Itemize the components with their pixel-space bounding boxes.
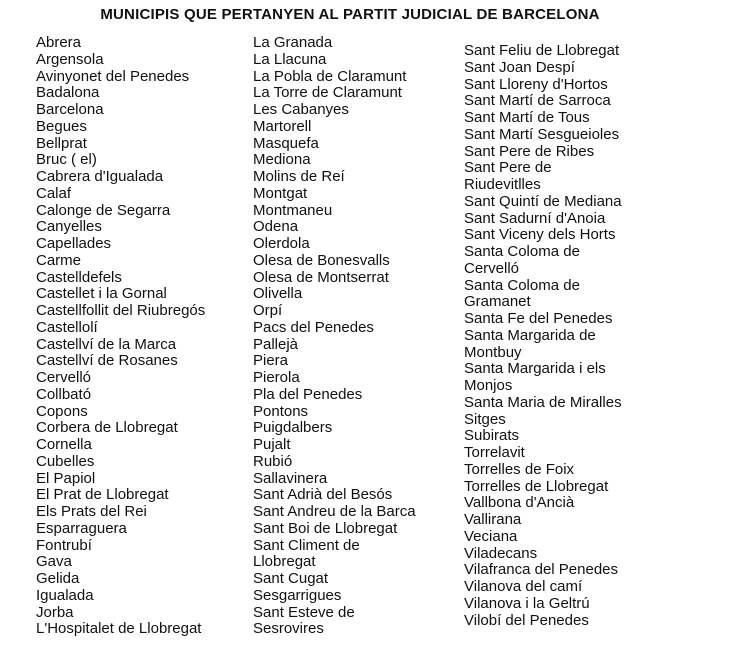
municipality-item: Pla del Penedes xyxy=(253,385,363,403)
municipality-item: Mediona xyxy=(253,151,311,169)
municipality-item: Fontrubí xyxy=(36,536,92,554)
municipality-item: Gramanet xyxy=(464,293,531,311)
municipality-item: Sant Martí de Tous xyxy=(464,109,590,126)
municipality-item: La Llacuna xyxy=(253,50,327,68)
municipality-item: Copons xyxy=(36,402,88,420)
municipality-item: Pacs del Penedes xyxy=(253,318,374,336)
municipality-item: Sant Sadurní d'Anoia xyxy=(464,209,606,227)
municipality-item: Vilanova del camí xyxy=(464,578,583,595)
municipality-item: Sant Joan Despí xyxy=(464,58,575,76)
municipality-item: Barcelona xyxy=(36,101,104,118)
municipality-item: Capellades xyxy=(36,235,112,252)
municipality-item: Rubió xyxy=(253,452,293,470)
municipality-item: Castelldefels xyxy=(36,268,122,286)
municipality-item: Castellfollit del Riubregós xyxy=(36,302,206,319)
municipality-item: Olesa de Bonesvalls xyxy=(253,251,390,269)
municipality-item: Cervelló xyxy=(464,259,520,277)
municipality-item: Sant Climent de xyxy=(253,536,360,554)
municipality-item: Les Cabanyes xyxy=(253,101,349,118)
municipality-item: Olesa de Montserrat xyxy=(253,268,389,286)
municipality-item: Sant Martí Sesgueioles xyxy=(464,125,620,143)
municipality-item: Castellolí xyxy=(36,318,98,336)
municipality-item: Sant Pere de Ribes xyxy=(464,142,595,160)
municipality-item: Sant Andreu de la Barca xyxy=(253,503,416,520)
municipality-item: Begues xyxy=(36,117,87,135)
municipality-item: Calonge de Segarra xyxy=(36,201,171,219)
municipality-item: Sesrovires xyxy=(253,620,324,638)
municipality-item: Corbera de Llobregat xyxy=(36,419,178,437)
municipality-column-3 xyxy=(464,43,622,629)
municipality-item: Gelida xyxy=(36,570,80,587)
municipality-item: Badalona xyxy=(36,84,100,102)
municipality-item: Odena xyxy=(253,218,299,236)
municipality-item: Puigdalbers xyxy=(253,419,333,437)
municipality-item: La Torre de Claramunt xyxy=(253,84,402,102)
municipality-item: Cubelles xyxy=(36,452,95,470)
municipality-item: Castellví de la Marca xyxy=(36,335,177,353)
municipality-item: Sant Pere de xyxy=(464,159,552,177)
municipality-item: Santa Coloma de xyxy=(464,276,580,294)
municipality-item: Masquefa xyxy=(253,134,319,152)
municipality-item: Jorba xyxy=(36,603,74,621)
municipality-item: Santa Fe del Penedes xyxy=(464,310,613,327)
municipality-item: Vallbona d'Ancià xyxy=(464,494,575,512)
municipality-item: Castellví de Rosanes xyxy=(36,352,178,370)
municipality-item: Pallejà xyxy=(253,335,299,353)
municipality-item: Carme xyxy=(36,251,82,269)
municipality-item: Els Prats del Rei xyxy=(36,503,147,520)
municipality-item: Torrelles de Foix xyxy=(464,460,575,478)
municipality-item: Veciana xyxy=(464,527,518,545)
municipality-item: Cervelló xyxy=(36,369,92,386)
municipality-item: Piera xyxy=(253,352,289,370)
municipality-item: Sallavinera xyxy=(253,469,328,487)
municipality-item: Sant Feliu de Llobregat xyxy=(464,42,620,59)
page-title: MUNICIPIS QUE PERTANYEN AL PARTIT JUDICIAL DE BARCELONA xyxy=(100,6,600,23)
municipality-item: Sant Esteve de xyxy=(253,603,355,621)
municipality-item: Monjos xyxy=(464,377,513,394)
municipality-item: Pierola xyxy=(253,369,300,386)
municipality-item: Castellet i la Gornal xyxy=(36,285,167,303)
municipality-item: Vilafranca del Penedes xyxy=(464,561,618,579)
municipality-item: Avinyonet del Penedes xyxy=(36,67,190,85)
municipality-item: Vilobí del Penedes xyxy=(464,611,589,629)
municipality-item: L'Hospitalet de Llobregat xyxy=(36,620,202,638)
municipality-item: Sitges xyxy=(464,410,506,428)
municipality-item: Bruc ( el) xyxy=(36,151,97,169)
municipality-item: Llobregat xyxy=(253,553,316,571)
municipality-item: Santa Maria de Miralles xyxy=(464,393,622,411)
municipality-item: Sant Adrià del Besós xyxy=(253,486,393,504)
municipality-item: El Papiol xyxy=(36,469,96,487)
municipality-item: Sant Lloreny d'Hortos xyxy=(464,75,608,93)
municipality-item: Sant Cugat xyxy=(253,570,329,587)
municipality-item: Cornella xyxy=(36,436,92,453)
municipality-item: Argensola xyxy=(36,50,104,68)
municipality-item: Pontons xyxy=(253,402,309,420)
municipality-item: Cabrera d'Igualada xyxy=(36,168,164,185)
municipality-item: Riudevitlles xyxy=(464,176,541,193)
municipality-item: Torrelavit xyxy=(464,444,525,461)
municipality-item: Sant Boi de Llobregat xyxy=(253,519,398,537)
municipality-item: Santa Coloma de xyxy=(464,243,580,260)
municipality-item: Sant Martí de Sarroca xyxy=(464,92,611,110)
municipality-item: Martorell xyxy=(253,117,312,135)
municipality-item: Bellprat xyxy=(36,134,87,152)
municipality-item: Calaf xyxy=(36,184,72,202)
municipality-item: Sant Quintí de Mediana xyxy=(464,192,622,210)
municipality-item: Pujalt xyxy=(253,436,291,453)
municipality-item: Montmaneu xyxy=(253,201,333,219)
municipality-item: Montgat xyxy=(253,184,308,202)
municipality-item: El Prat de Llobregat xyxy=(36,486,169,504)
municipality-item: Santa Margarida de xyxy=(464,326,596,344)
municipality-item: Subirats xyxy=(464,427,520,445)
municipality-item: La Granada xyxy=(253,34,333,51)
municipality-item: Esparraguera xyxy=(36,519,127,537)
municipality-item: Igualada xyxy=(36,586,94,604)
municipality-column-1 xyxy=(36,35,205,638)
municipality-item: Viladecans xyxy=(464,544,538,562)
municipality-item: Abrera xyxy=(36,34,82,51)
municipality-item: Torrelles de Llobregat xyxy=(464,477,609,495)
municipality-item: Vallirana xyxy=(464,511,522,528)
municipality-item: Molins de Reí xyxy=(253,168,345,185)
municipality-item: Santa Margarida i els xyxy=(464,360,606,378)
municipality-item: La Pobla de Claramunt xyxy=(253,67,407,85)
municipality-item: Collbató xyxy=(36,385,92,403)
municipality-item: Olivella xyxy=(253,285,303,303)
municipality-item: Vilanova i la Geltrú xyxy=(464,594,590,612)
municipality-item: Sant Viceny dels Horts xyxy=(464,226,616,244)
municipality-item: Montbuy xyxy=(464,343,522,361)
municipality-column-2 xyxy=(253,35,416,638)
municipality-item: Sesgarrigues xyxy=(253,586,342,604)
municipality-item: Canyelles xyxy=(36,218,102,236)
municipality-item: Gava xyxy=(36,553,72,571)
municipality-item: Orpí xyxy=(253,302,283,319)
municipality-item: Olerdola xyxy=(253,235,310,252)
